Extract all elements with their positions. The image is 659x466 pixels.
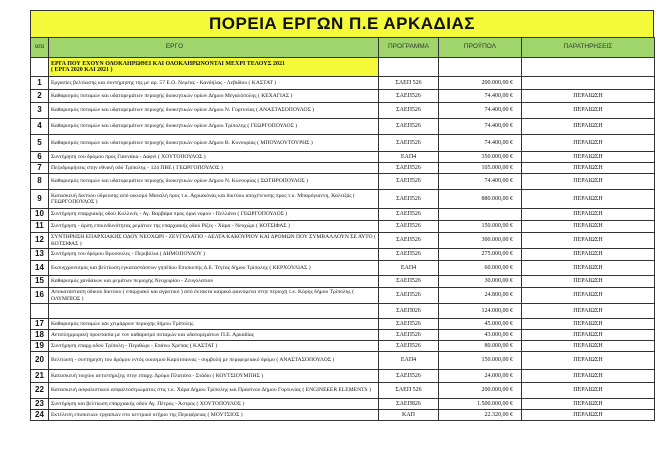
row-notes: ΠΕΡΑΙΩΣΗ xyxy=(522,233,655,249)
row-index: 20 xyxy=(31,352,49,370)
row-description xyxy=(49,304,379,319)
row-program: ΣΑΕΠ526 xyxy=(379,174,439,190)
row-notes: ΠΕΡΑΙΩΣΗ xyxy=(522,352,655,370)
row-notes: ΠΕΡΑΙΩΣΗ xyxy=(522,288,655,304)
row-notes: ΠΕΡΑΙΩΣΗ xyxy=(522,399,655,410)
row-program: ΣΑΕΠ526 xyxy=(379,330,439,341)
table-row xyxy=(31,77,655,90)
row-index: 18 xyxy=(31,330,49,341)
row-description: Κατασκευή ασφαλιστικού ασφαλτοστρώματος στις τ.κ. Χάρα Δήμου Τρίπολης και Πρασίνου Δήμου Γορτυνίας ( ENGINEEER ELEMENTS ) xyxy=(49,383,379,399)
row-notes: ΠΕΡΑΙΩΣΗ xyxy=(522,221,655,233)
row-notes: ΠΕΡΑΙΩΣΗ xyxy=(522,209,655,221)
row-budget: 300.000,00 € xyxy=(439,233,522,249)
row-notes: ΠΕΡΑΙΩΣΗ xyxy=(522,261,655,276)
row-budget: 74.400,00 € xyxy=(439,90,522,103)
row-description: Συντήρηση του δρόμου Βρυσούλες - Περιβόλια ( ΔΗΜΟΠΟΥΛΟΥ ) xyxy=(49,249,379,261)
project-rows xyxy=(31,77,655,421)
table-row xyxy=(31,319,655,330)
row-budget: 24.800,00 € xyxy=(439,288,522,304)
row-index xyxy=(31,304,49,319)
table-row xyxy=(31,135,655,152)
row-budget: 124.000,00 € xyxy=(439,304,522,319)
row-index: 15 xyxy=(31,276,49,288)
row-budget: 43.000,00 € xyxy=(439,330,522,341)
row-program: ΣΑΕΠ526 xyxy=(379,119,439,135)
row-notes: ΠΕΡΑΙΩΣΗ xyxy=(522,341,655,352)
row-program: ΣΑΕΠ526 xyxy=(379,276,439,288)
row-notes: ΠΕΡΑΙΩΣΗ xyxy=(522,119,655,135)
row-description: Καθαρισμός ποταμών και υδατορεμάτων περιοχής διοικητικών ορίων Δήμου Ν. Κυνουρίας ( ΣΩΤΗΡΟΠΟΥΛΟΣ ) xyxy=(49,174,379,190)
section-title-line2: ( ΕΡΓΑ 2020 ΚΑΙ 2021 ) xyxy=(51,67,113,73)
table-row xyxy=(31,383,655,399)
row-program: ΣΑΕΠ526 xyxy=(379,90,439,103)
row-index: 22 xyxy=(31,383,49,399)
table-row xyxy=(31,341,655,352)
table-row xyxy=(31,352,655,370)
row-budget: 1.500.000,00 € xyxy=(439,399,522,410)
row-index: 9 xyxy=(31,190,49,209)
row-budget: 24.000,00 € xyxy=(439,370,522,383)
row-index: 2 xyxy=(31,90,49,103)
row-index: 7 xyxy=(31,163,49,174)
row-budget: 150.000,00 € xyxy=(439,221,522,233)
row-program: ΣΑΕΠ526 xyxy=(379,288,439,304)
row-program: ΣΑΕΠ826 xyxy=(379,399,439,410)
row-notes: ΠΕΡΑΙΩΣΗ xyxy=(522,304,655,319)
row-budget: 45.000,00 € xyxy=(439,319,522,330)
row-budget: 74.400,00 € xyxy=(439,119,522,135)
row-description: ΣΥΝΤΗΡΗΣΗ ΕΠΑΡΧΙΑΚΗΣ ΟΔΟΥ ΝΕΟΧΩΡΙ - ΖΕΥΓΟΛΑΤΙΟ - ΔΕΛΤΑ ΚΑΚΟΥΡΙΟΥ ΚΑΙ ΔΡΟΜΩΝ ΠΟΥ ΣΥΜΒΑΛΛΟΥΝ ΣΕ ΑΥΤΟ ( ΚΟΤΣΙΦΑΣ ) xyxy=(49,233,379,249)
table-row xyxy=(31,209,655,221)
row-budget: 30.000,00 € xyxy=(439,276,522,288)
row-program: ΣΑΕΠ526 xyxy=(379,135,439,152)
table-row xyxy=(31,330,655,341)
row-index: 5 xyxy=(31,135,49,152)
row-budget: 200.000,00 € xyxy=(439,383,522,399)
section-index-cell xyxy=(31,58,49,77)
row-index: 6 xyxy=(31,152,49,163)
row-program: ΣΑΕΠ526 xyxy=(379,249,439,261)
row-index: 12 xyxy=(31,233,49,249)
row-program: ΣΑΕΠ526 xyxy=(379,190,439,209)
row-notes: ΠΕΡΑΙΩΣΗ xyxy=(522,90,655,103)
row-index: 13 xyxy=(31,249,49,261)
row-index: 10 xyxy=(31,209,49,221)
row-budget: 150.000,00 € xyxy=(439,352,522,370)
row-program: ΕΑΠ4 xyxy=(379,152,439,163)
row-description: Εργασίες βελτίωσης και συντήρησης της με αρ. 57 Ε.Ο. Νεμέας - Κανδήλας - Λεβιδίου ( ΚΑΣΤΑΤ ) xyxy=(49,77,379,90)
row-budget: 880.000,00 € xyxy=(439,190,522,209)
row-description: Καθαρισμός ποταμών και υδατορεμάτων περιοχής διοικητικών ορίων Δήμου Μεγαλόπολης ( ΚΕΧΑΓΙΑΣ ) xyxy=(49,90,379,103)
section-notes-cell xyxy=(522,58,655,77)
table-row xyxy=(31,304,655,319)
header-budget: ΠΡΟΫΠΟΛ xyxy=(439,38,522,58)
row-description: Εκτέλεση επισκευών εργασιών στο κεντρικό κτήριο της Περιφέρειας ( ΜΟΥΤΣΙΟΣ ) xyxy=(49,410,379,421)
table-row xyxy=(31,249,655,261)
row-budget: 60.000,00 € xyxy=(439,261,522,276)
table-row xyxy=(31,90,655,103)
row-notes: ΠΕΡΑΙΩΣΗ xyxy=(522,276,655,288)
row-description: Καθαρισμός ποταμών και υδατορεμάτων περιοχής διοικητικών ορίων Δήμου Β. Κυνουρίας ( ΜΠΟΥΛΟΥΤΟΥΡΗΣ ) xyxy=(49,135,379,152)
row-index: 8 xyxy=(31,174,49,190)
table-row xyxy=(31,410,655,421)
row-budget: 80.000,00 € xyxy=(439,341,522,352)
table-row xyxy=(31,261,655,276)
row-budget: 105.000,00 € xyxy=(439,163,522,174)
row-description: Αποκατάσταση οδικού δικτύου ( επαρχιακό και αγροτικό ) από έκτακτα καιρικά φαινόμενα στην περιοχή τ.κ. Κόρης δήμου Τρίπολης ( ΟΛΥΜΠΙΟΣ ) xyxy=(49,288,379,304)
header-notes: ΠΑΡΑΤΗΡΗΣΕΙΣ xyxy=(522,38,655,58)
row-budget: 275.000,00 € xyxy=(439,249,522,261)
row-notes: ΠΕΡΑΙΩΣΗ xyxy=(522,410,655,421)
table-row xyxy=(31,276,655,288)
row-index: 23 xyxy=(31,399,49,410)
row-description: Συντήρηση του δρόμου προς Γιαννάκα - Δαφνί ( ΧΟΥΤΟΠΟΥΛΟΣ ) xyxy=(49,152,379,163)
row-notes xyxy=(522,77,655,90)
row-index: 3 xyxy=(31,103,49,119)
table-row xyxy=(31,163,655,174)
row-program: ΣΑΕΠ526 xyxy=(379,233,439,249)
row-description: Κατασκευή τοιχίου αντιστήριξης στην επαρχ. Δρόμο Πλατάνα - Στάδιο ( ΚΟΥΤΣΙΟΥΜΠΗΣ ) xyxy=(49,370,379,383)
table-row xyxy=(31,288,655,304)
row-description: Αντιπλημμυρική προστασία με τον καθαρισμό ποταμών και υδατορεμάτων Π.Ε. Αρκαδίας xyxy=(49,330,379,341)
row-budget: 74.400,00 € xyxy=(439,103,522,119)
row-budget: 22.320,00 € xyxy=(439,410,522,421)
table-row xyxy=(31,399,655,410)
section-program-cell xyxy=(379,58,439,77)
row-index: 19 xyxy=(31,341,49,352)
header-project: ΕΡΓΟ xyxy=(49,38,379,58)
row-description: Συντήρηση - άρση επικινδυνότητας ρεμάτων της επαρχιακής οδού Ρίζες - Χάρα - Νεοχώρι ( ΚΟΤΣΙΦΑΣ ) xyxy=(49,221,379,233)
row-index: 24 xyxy=(31,410,49,421)
row-budget xyxy=(439,209,522,221)
row-description: Εκσυγχρονισμός και βελτίωση εγκαταστάσεων γηπέδου Επισκοπής Δ.Ε. Τεγέας δήμου Τρίπολης ( ΚΕΡΧΟΥΛΙΑΣ ) xyxy=(49,261,379,276)
row-index: 14 xyxy=(31,261,49,276)
table-row xyxy=(31,119,655,135)
table-row xyxy=(31,370,655,383)
row-index: 4 xyxy=(31,119,49,135)
row-program: ΣΑΕΠ526 xyxy=(379,319,439,330)
row-program: ΚΑΠ xyxy=(379,410,439,421)
row-description: Κατασκευή δικτύου ύδρευσης από οικισμό Μαναλή προς τ.κ. Αγριακόνας και δικτύου αποχέτευσης προς τ.κ. Μπαρόγιαννη, Καλιτζάς ( ΓΕΩΡΓΟΠΟΥΛΟΣ ) xyxy=(49,190,379,209)
table-row xyxy=(31,152,655,163)
row-description: Συντήρηση και βελτίωση επαρχιακής οδού Αγ. Πέτρος - Άστρος ( ΧΟΥΤΟΠΟΥΛΟΣ ) xyxy=(49,399,379,410)
row-notes: ΠΕΡΑΙΩΣΗ xyxy=(522,135,655,152)
header-index: α/α xyxy=(31,38,49,58)
table-row xyxy=(31,174,655,190)
row-notes: ΠΕΡΑΙΩΣΗ xyxy=(522,190,655,209)
projects-sheet xyxy=(30,10,654,421)
row-notes: ΠΕΡΑΙΩΣΗ xyxy=(522,174,655,190)
header-program: ΠΡΟΓΡΑΜΜΑ xyxy=(379,38,439,58)
row-program: ΣΑΕΠ526 xyxy=(379,163,439,174)
row-notes: ΠΕΡΑΙΩΣΗ xyxy=(522,152,655,163)
row-description: Πεζοδρομήσεις στην εθνική οδό Τρίπολης - 124 ΠΒΕ ( ΓΕΩΡΓΟΠΟΥΛΟΣ ) xyxy=(49,163,379,174)
row-description: Συντήρηση επαρχ.οδού Τρίπολη - Περιθώρι - Επάνω Χρέπας ( ΚΑΣΤΑΤ ) xyxy=(49,341,379,352)
row-program: ΕΑΠ4 xyxy=(379,261,439,276)
row-description: Καθαρισμός ποταμών και χειμάρρων περιοχής δήμου Τρίπολης xyxy=(49,319,379,330)
table-row xyxy=(31,190,655,209)
row-program: ΣΑΕΠ 526 xyxy=(379,77,439,90)
row-description: Συντήρηση επαρχιακής οδού Κολλινές - Αγ. Βαρβάρα προς όρια νομού - Πελλάνα ( ΓΕΩΡΓΟΠΟΥΛΟΣ ) xyxy=(49,209,379,221)
header-row xyxy=(31,38,655,58)
row-notes: ΠΕΡΑΙΩΣΗ xyxy=(522,330,655,341)
row-index: 21 xyxy=(31,370,49,383)
row-notes: ΠΕΡΑΙΩΣΗ xyxy=(522,249,655,261)
row-notes: ΠΕΡΑΙΩΣΗ xyxy=(522,370,655,383)
section-budget-cell xyxy=(439,58,522,77)
row-program: ΣΑΕΠ526 xyxy=(379,221,439,233)
row-program: ΣΑΕΠ526 xyxy=(379,341,439,352)
row-program: ΕΑΠ4 xyxy=(379,352,439,370)
row-index: 17 xyxy=(31,319,49,330)
row-program: ΣΑΕΠ526 xyxy=(379,209,439,221)
row-program: ΣΑΕΠ526 xyxy=(379,370,439,383)
row-program: ΣΑΕΠ 526 xyxy=(379,383,439,399)
row-index: 11 xyxy=(31,221,49,233)
section-title xyxy=(49,58,379,77)
row-description: Καθαρισμός χανδάκων και ρεμάτων περιοχής Νεοχωρίου - Ζευγολατιού xyxy=(49,276,379,288)
projects-table xyxy=(30,37,655,421)
row-notes: ΠΕΡΑΙΩΣΗ xyxy=(522,103,655,119)
row-budget: 74.400,00 € xyxy=(439,135,522,152)
table-row xyxy=(31,233,655,249)
row-budget: 200.000,00 € xyxy=(439,77,522,90)
row-budget: 74.400,00 € xyxy=(439,174,522,190)
row-program: ΣΑΕΠ026 xyxy=(379,304,439,319)
row-description: Καθαρισμός ποταμών και υδατορεμάτων περιοχής διοικητικών ορίων Δήμου Τρίπολης ( ΓΕΩΡΓΟΠΟΥΛΟΣ ) xyxy=(49,119,379,135)
row-index: 1 xyxy=(31,77,49,90)
table-row xyxy=(31,103,655,119)
page-title: ΠΟΡΕΙΑ ΕΡΓΩΝ Π.Ε ΑΡΚΑΔΙΑΣ xyxy=(30,10,654,37)
table-row xyxy=(31,221,655,233)
row-index: 16 xyxy=(31,288,49,304)
section-title-line1: ΕΡΓΑ ΠΟΥ ΕΧΟΥΝ ΟΛΟΚΛΗΡΩΘΕΙ ΚΑΙ ΟΛΟΚΛΗΡΩΝΟΝΤΑΙ ΜΕΧΡΙ ΤΕΛΟΥΣ 2021 xyxy=(51,60,285,67)
row-program: ΣΑΕΠ526 xyxy=(379,103,439,119)
row-budget: 350.000,00 € xyxy=(439,152,522,163)
row-description: Καθαρισμός ποταμών και υδατορεμάτων περιοχής διοικητικών ορίων Δήμου Ν. Γορτυνίας ( ΑΝΑΣΤΑΣΟΠΟΥΛΟΣ ) xyxy=(49,103,379,119)
row-notes: ΠΕΡΑΙΩΣΗ xyxy=(522,383,655,399)
row-notes: ΠΕΡΑΙΩΣΗ xyxy=(522,319,655,330)
row-description: Βελτίωση - συντήρηση του δρόμου εντός οικισμού Καρύτσαινας - συμβολή με περιφερειακό δρόμο ( ΑΝΑΣΤΑΣΟΠΟΥΛΟΣ ) xyxy=(49,352,379,370)
section-row xyxy=(31,58,655,77)
row-notes: ΠΕΡΑΙΩΣΗ xyxy=(522,163,655,174)
